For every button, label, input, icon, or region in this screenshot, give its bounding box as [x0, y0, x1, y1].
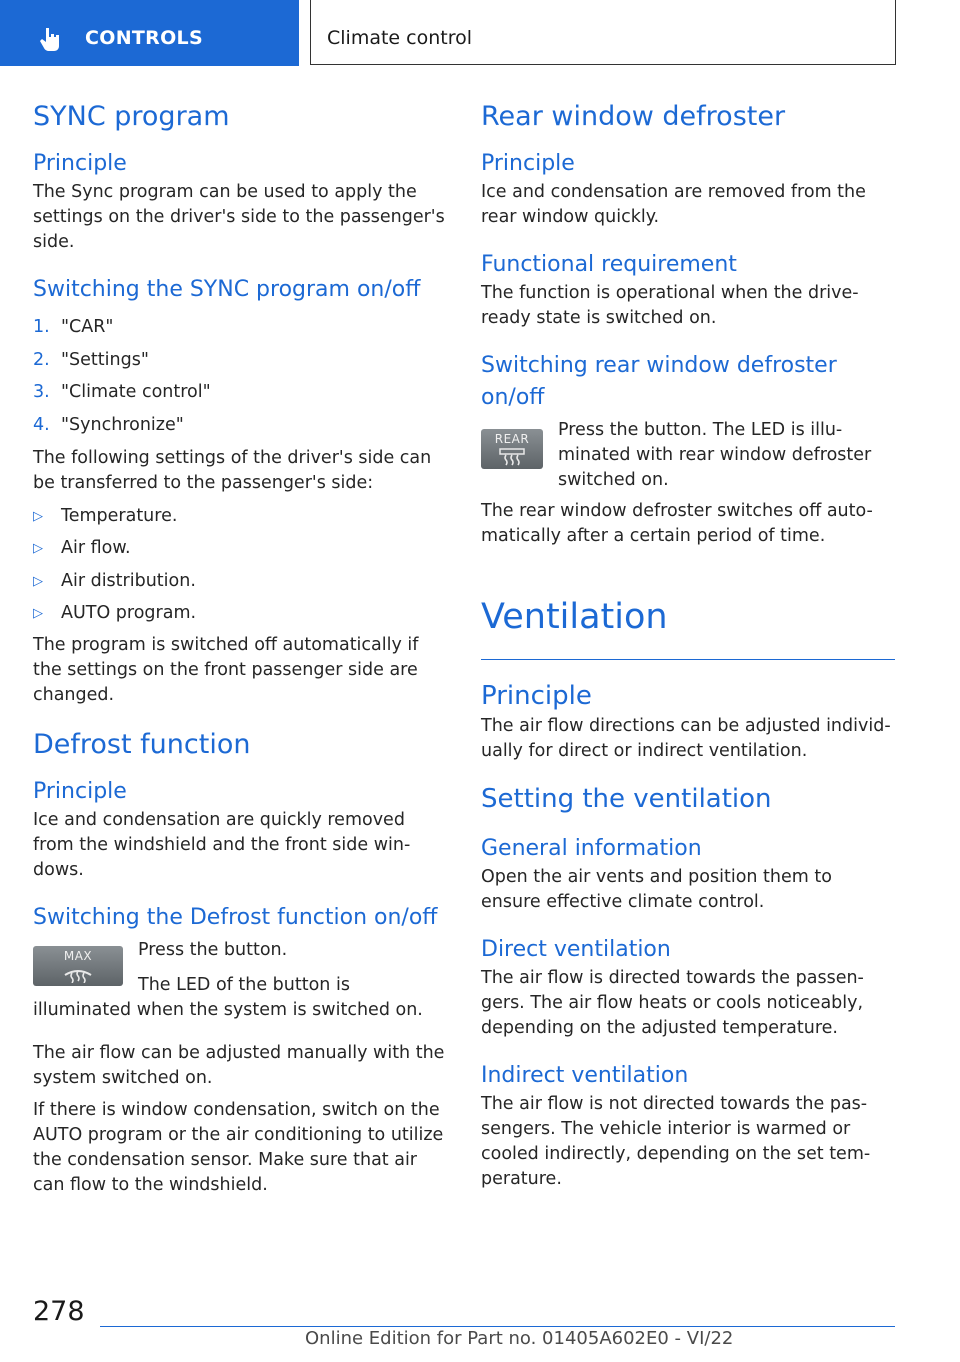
press-button-text: Press the button. — [138, 940, 288, 960]
list-item — [33, 413, 445, 438]
step-text: "Climate control" — [61, 382, 211, 402]
sync-principle-text: The Sync program can be used to apply the settings on the driver's side to the passenger's side. — [33, 182, 445, 252]
list-item — [33, 315, 445, 340]
rear-switch-heading: Switching rear window defroster on/off — [481, 353, 837, 410]
direct-ventilation-text: The air flow is directed towards the passen-gers. The air flow heats or cools noticeably, depending on the adjusted temperature. — [481, 968, 864, 1038]
step-number: 3. — [33, 382, 50, 402]
chapter-title: Climate control — [327, 27, 473, 49]
list-item — [33, 348, 445, 373]
max-defrost-button-icon — [33, 946, 123, 986]
hand-pointer-icon — [38, 26, 64, 52]
step-number: 1. — [33, 317, 50, 337]
general-info-heading: General information — [481, 836, 702, 861]
led-text: The LED of the button is illuminated when the system is switched on. — [33, 975, 423, 1020]
vent-principle-text: The air flow directions can be adjusted individ-ually for direct or indirect ventilation. — [481, 716, 891, 761]
bullet-text: Air distribution. — [61, 570, 196, 591]
program-off-text: The program is switched off automatically if the settings on the front passenger side are changed. — [33, 635, 419, 705]
right-column — [481, 96, 895, 1192]
ventilation-heading: Ventilation — [481, 597, 668, 637]
functional-requirement-heading: Functional requirement — [481, 252, 737, 277]
rear-button-block — [481, 418, 895, 493]
section-label: CONTROLS — [85, 27, 203, 49]
list-item — [33, 504, 445, 529]
header-section-tab — [0, 0, 299, 66]
sync-switch-heading: Switching the SYNC program on/off — [33, 277, 421, 302]
bullet-text: AUTO program. — [61, 603, 197, 623]
rear-principle-text: Ice and condensation are removed from the rear window quickly. — [481, 182, 866, 227]
step-number: 4. — [33, 414, 50, 435]
triangle-bullet-icon: ▷ — [33, 508, 43, 524]
rear-auto-off-text: The rear window defroster switches off auto-matically after a certain period of time. — [481, 501, 873, 546]
header-chapter-box — [310, 0, 896, 65]
windshield-heat-icon — [63, 963, 93, 983]
sync-heading: SYNC program — [33, 101, 230, 132]
rear-defroster-heading: Rear window defroster — [481, 101, 786, 132]
vent-principle-heading: Principle — [481, 681, 592, 711]
direct-ventilation-heading: Direct ventilation — [481, 937, 671, 962]
step-text: "Synchronize" — [61, 414, 184, 435]
step-text: "Settings" — [61, 349, 149, 370]
rear-principle-heading: Principle — [481, 151, 575, 176]
sync-steps-list — [33, 315, 445, 438]
defrost-switch-heading: Switching the Defrost function on/off — [33, 905, 438, 930]
functional-requirement-text: The function is operational when the drive-ready state is switched on. — [481, 283, 859, 328]
indirect-ventilation-text: The air flow is not directed towards the pas-sengers. The vehicle interior is warmed or cooled indirectly, depending on the set tem-perature. — [481, 1094, 871, 1189]
defrost-button-block — [33, 938, 445, 1023]
setting-ventilation-heading: Setting the ventilation — [481, 784, 772, 814]
step-text: "CAR" — [61, 317, 114, 337]
defrost-heading: Defrost function — [33, 729, 251, 760]
ventilation-rule — [481, 659, 895, 660]
list-item — [33, 601, 445, 626]
list-item — [33, 380, 445, 405]
indirect-ventilation-heading: Indirect ventilation — [481, 1063, 689, 1088]
rear-press-text: Press the button. The LED is illu-minated with rear window defroster switched on. — [558, 420, 872, 490]
airflow-manual-text: The air flow can be adjusted manually with the system switched on. — [33, 1043, 445, 1088]
defrost-principle-heading: Principle — [33, 779, 127, 804]
rear-label: REAR — [494, 432, 530, 446]
rear-defrost-button-icon — [481, 429, 543, 469]
sync-principle-heading: Principle — [33, 151, 127, 176]
bullet-text: Air flow. — [61, 538, 131, 558]
defrost-principle-text: Ice and condensation are quickly removed from the windshield and the front side win-dows. — [33, 810, 411, 880]
footer-rule — [100, 1326, 895, 1327]
condensation-text: If there is window condensation, switch on the AUTO program or the air conditioning to utilize the condensation sensor. Make sure that air can flow to the windshield. — [33, 1100, 444, 1195]
transfer-bullets — [33, 504, 445, 627]
left-column — [33, 96, 445, 1198]
rear-window-heat-icon — [497, 446, 527, 466]
edition-text: Online Edition for Part no. 01405A602E0 - VI/22 — [305, 1328, 734, 1349]
triangle-bullet-icon: ▷ — [33, 606, 43, 621]
triangle-bullet-icon: ▷ — [33, 541, 43, 556]
step-number: 2. — [33, 349, 50, 370]
max-label: MAX — [63, 949, 93, 963]
triangle-bullet-icon: ▷ — [33, 573, 43, 589]
bullet-text: Temperature. — [61, 505, 178, 526]
transfer-text: The following settings of the driver's side can be transferred to the passenger's side: — [33, 447, 432, 493]
page-number: 278 — [33, 1296, 85, 1327]
list-item — [33, 569, 445, 594]
general-info-text: Open the air vents and position them to ensure effective climate control. — [481, 867, 832, 912]
list-item — [33, 536, 445, 561]
